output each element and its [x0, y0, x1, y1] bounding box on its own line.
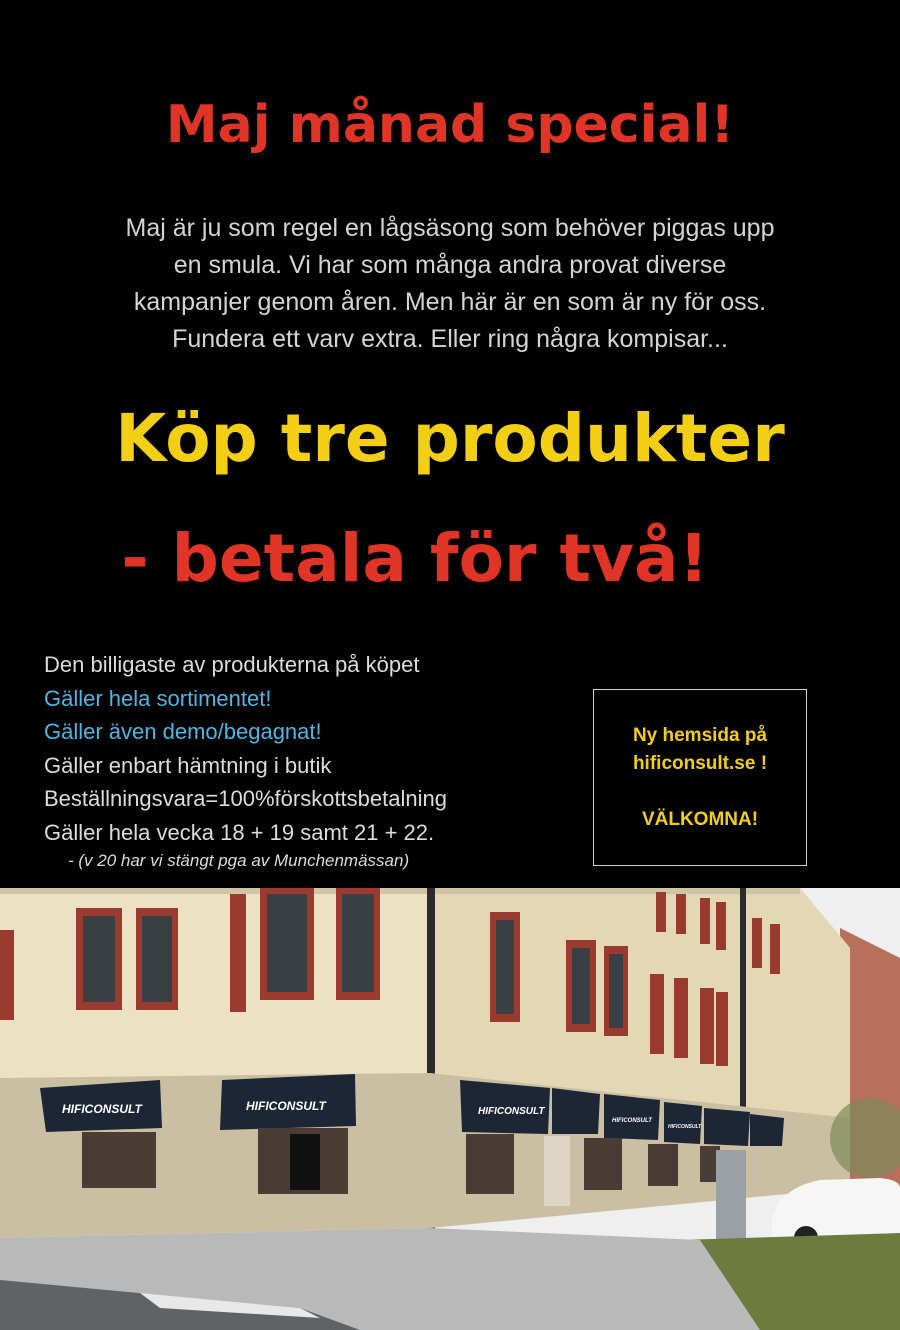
intro-paragraph [40, 210, 860, 358]
parking-meter [716, 1150, 746, 1244]
terms-item: Beställningsvara=100%förskottsbetalning [44, 786, 447, 811]
offer-headline-line1: Köp tre produkter [115, 400, 785, 477]
store-photo [0, 888, 900, 1330]
intro-line: Maj är ju som regel en lågsäsong som behöver piggas upp [125, 214, 775, 242]
notice-line: Ny hemsida på [632, 724, 768, 746]
page-title: Maj månad special! [165, 95, 735, 155]
notice-website: hificonsult.se ! [632, 752, 768, 774]
intro-line: kampanjer genom åren. Men här är en som är ny för oss. [133, 288, 767, 316]
website-notice-box [593, 689, 807, 866]
notice-welcome: VÄLKOMNA! [641, 808, 759, 830]
terms-item-highlight: Gäller även demo/begagnat! [44, 719, 322, 744]
awning-sign: HIFICONSULT [62, 1102, 142, 1116]
awning-sign: HIFICONSULT [612, 1118, 652, 1124]
terms-item: Gäller enbart hämtning i butik [44, 752, 332, 778]
terms-item: Den billigaste av produkterna på köpet [44, 652, 420, 677]
awning-sign: HIFICONSULT [668, 1124, 702, 1130]
intro-line: Fundera ett varv extra. Eller ring några kompisar... [172, 325, 728, 353]
offer-headline-line2: - betala för två! [121, 520, 709, 597]
terms-item: Gäller hela vecka 18 + 19 samt 21 + 22. [44, 819, 435, 845]
terms-note: - (v 20 har vi stängt pga av Munchenmässan) [68, 851, 410, 870]
awning-sign: HIFICONSULT [478, 1106, 545, 1117]
intro-line: en smula. Vi har som många andra provat diverse [173, 251, 727, 279]
terms-list [44, 648, 584, 873]
awning-sign: HIFICONSULT [246, 1099, 326, 1113]
door [544, 1136, 570, 1206]
terms-item-highlight: Gäller hela sortimentet! [44, 685, 272, 711]
